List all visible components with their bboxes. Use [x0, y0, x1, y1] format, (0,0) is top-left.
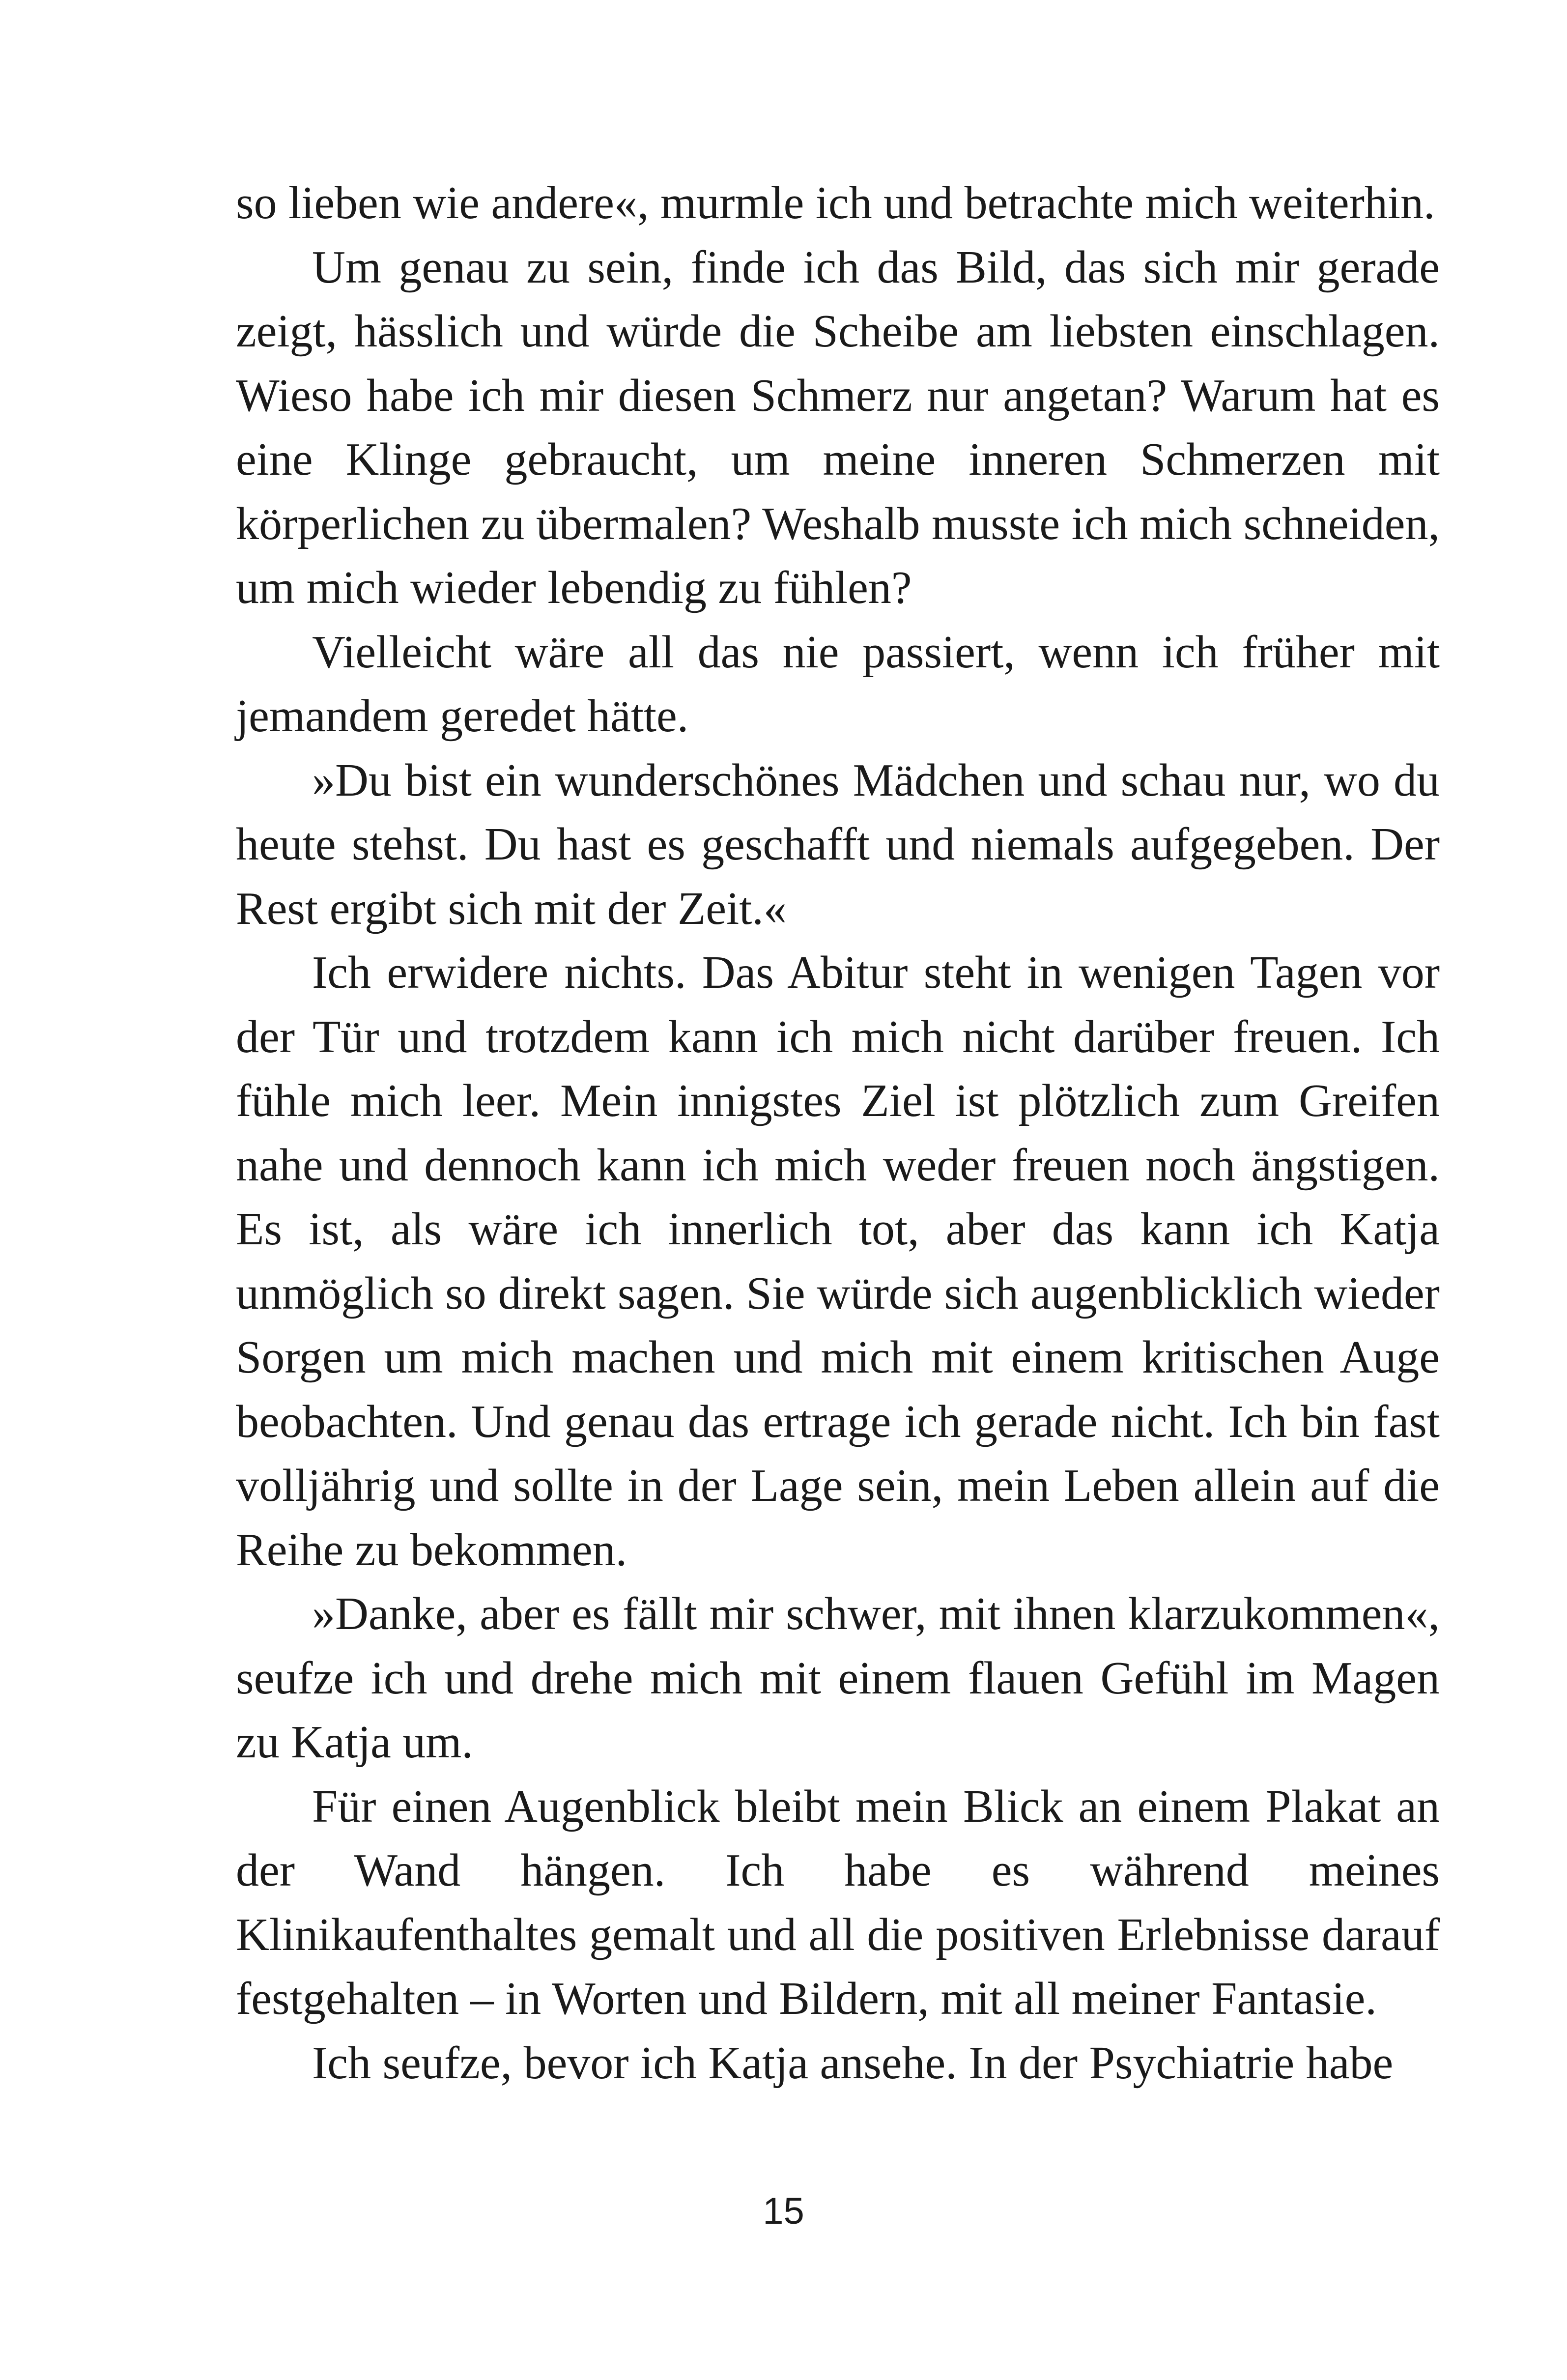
paragraph-3: Vielleicht wäre all das nie passiert, wenn ich früher mit jemandem geredet hätte. — [236, 626, 1440, 742]
page-number: 15 — [763, 2190, 804, 2232]
body-text — [236, 171, 1440, 2095]
paragraph-8: Ich seufze, bevor ich Katja ansehe. In der Psychiatrie habe — [312, 2037, 1394, 2089]
paragraph-5: Ich erwidere nichts. Das Abitur steht in wenigen Tagen vor der Tür und trotzdem kann ich mich nicht darüber freuen. Ich fühle mich leer. Mein innigstes Ziel ist plötzlich zum Greifen nahe und dennoch kann ich mich weder freuen noch ängstigen. Es ist, als wäre ich innerlich tot, aber das kann ich Katja unmöglich so direkt sagen. Sie würde sich augenblicklich wieder Sorgen um mich machen und mich mit einem kritischen Auge beobachten. Und genau das ertrage ich gerade nicht. Ich bin fast volljährig und sollte in der Lage sein, mein Leben allein auf die Reihe zu bekommen. — [236, 947, 1440, 1576]
paragraph-2: Um genau zu sein, finde ich das Bild, das sich mir gerade zeigt, hässlich und würde die Scheibe am liebsten einschlagen. Wieso habe ich mir diesen Schmerz nur angetan? Warum hat es eine Klinge gebraucht, um meine inneren Schmerzen mit körperlichen zu übermalen? Weshalb musste ich mich schneiden, um mich wieder lebendig zu fühlen? — [236, 241, 1440, 613]
paragraph-1: so lieben wie andere«, murmle ich und betrachte mich weiterhin. — [236, 177, 1435, 229]
paragraph-7: Für einen Augenblick bleibt mein Blick an einem Plakat an der Wand hängen. Ich habe es während meines Klinikaufenthaltes gemalt und all die positiven Erlebnisse darauf festgehalten – in Worten und Bildern, mit all meiner Fantasie. — [236, 1780, 1440, 2024]
paragraph-6: »Danke, aber es fällt mir schwer, mit ihnen klarzukommen«, seufze ich und drehe mich mit einem flauen Gefühl im Magen zu Katja um. — [236, 1588, 1440, 1768]
paragraph-4: »Du bist ein wunderschönes Mädchen und schau nur, wo du heute stehst. Du hast es geschafft und niemals aufgegeben. Der Rest ergibt sich mit der Zeit.« — [236, 754, 1440, 934]
